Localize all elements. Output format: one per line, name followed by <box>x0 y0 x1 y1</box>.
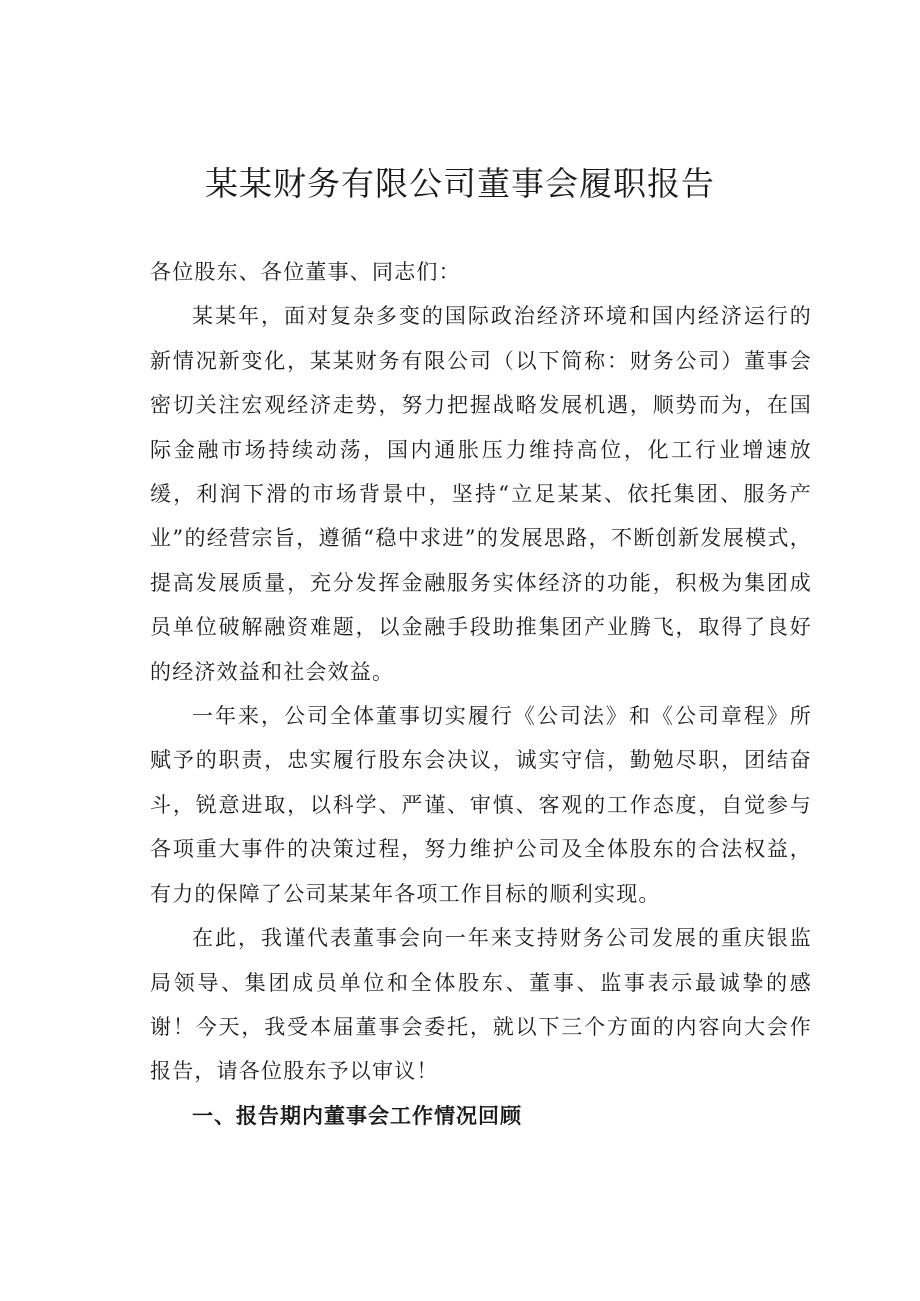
salutation: 各位股东、各位董事、同志们： <box>150 260 461 284</box>
section-heading: 一、报告期内董事会工作情况回顾 <box>192 1103 522 1128</box>
document-title: 某某财务有限公司董事会履职报告 <box>205 164 715 203</box>
paragraph-thanks: 在此，我谨代表董事会向一年来支持财务公司发展的重庆银监局领导、集团成员单位和全体股东、董事、监事表示最诚挚的感谢！今天，我受本届董事会委托，就以下三个方面的内容向大会作报告，请各位股东予以审议！ <box>150 926 812 1084</box>
paragraph-directors-duties: 一年来，公司全体董事切实履行《公司法》和《公司章程》所赋予的职责，忠实履行股东会决议，诚实守信，勤勉尽职，团结奋斗，锐意进取，以科学、严谨、审慎、客观的工作态度，自觉参与各项重大事件的决策过程，努力维护公司及全体股东的合法权益，有力的保障了公司某某年各项工作目标的顺利实现。 <box>150 704 812 906</box>
document-body <box>150 250 812 1138</box>
paragraph-intro: 某某年，面对复杂多变的国际政治经济环境和国内经济运行的新情况新变化，某某财务有限公司（以下简称：财务公司）董事会密切关注宏观经济走势，努力把握战略发展机遇，顺势而为，在国际金融市场持续动荡，国内通胀压力维持高位，化工行业增速放缓，利润下滑的市场背景中，坚持“立足某某、依托集团、服务产业”的经营宗旨，遵循“稳中求进”的发展思路，不断创新发展模式，提高发展质量，充分发挥金融服务实体经济的功能，积极为集团成员单位破解融资难题，以金融手段助推集团产业腾飞，取得了良好的经济效益和社会效益。 <box>150 304 812 684</box>
